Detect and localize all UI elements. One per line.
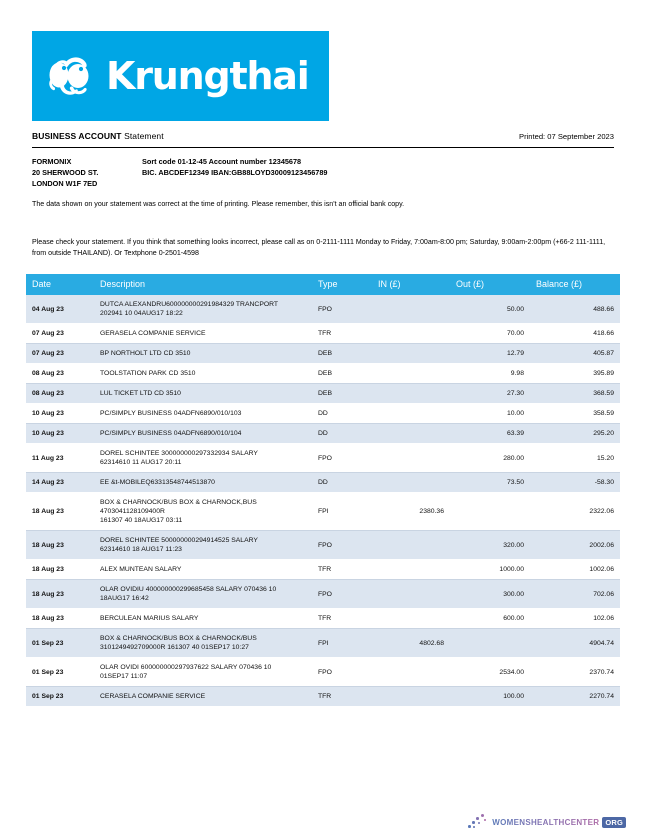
cell-in — [372, 444, 450, 473]
cell-balance: 2270.74 — [530, 687, 620, 707]
description-line-2: 62314610 18 AUG17 11:23 — [100, 546, 182, 553]
cell-balance: 2322.06 — [530, 493, 620, 531]
cell-description — [94, 384, 312, 404]
cell-balance: 395.89 — [530, 364, 620, 384]
cell-in — [372, 658, 450, 687]
description-line-1: DOREL SCHINTEE 300000000297332934 SALARY — [100, 450, 258, 457]
cell-date: 18 Aug 23 — [26, 580, 94, 609]
table-row — [26, 658, 620, 687]
description-line-1: OLAR OVIDI 600000000297937622 SALARY 070436 10 — [100, 664, 272, 671]
transactions-table — [26, 274, 620, 707]
cell-balance: 102.06 — [530, 609, 620, 629]
description-line-1: LUL TICKET LTD CD 3510 — [100, 390, 181, 397]
table-row — [26, 609, 620, 629]
cell-balance: 418.66 — [530, 324, 620, 344]
cell-description — [94, 560, 312, 580]
cell-type: TFR — [312, 609, 372, 629]
description-line-1: BOX & CHARNOCK/BUS BOX & CHARNOCK/BUS — [100, 635, 257, 642]
description-line-2: 202941 10 04AUG17 18:22 — [100, 310, 183, 317]
description-line-1: BOX & CHARNOCK/BUS BOX & CHARNOCK,BUS 4703041128109400R — [100, 499, 257, 515]
site-watermark — [467, 814, 626, 830]
cell-type: DD — [312, 404, 372, 424]
cell-date: 18 Aug 23 — [26, 531, 94, 560]
statement-title-row — [32, 131, 614, 141]
cell-date: 18 Aug 23 — [26, 560, 94, 580]
table-row — [26, 473, 620, 493]
cell-type: TFR — [312, 560, 372, 580]
watermark-badge: ORG — [602, 817, 626, 828]
cell-description — [94, 424, 312, 444]
cell-type: DEB — [312, 364, 372, 384]
column-header-description: Description — [94, 274, 312, 295]
cell-type: TFR — [312, 324, 372, 344]
address-line-2: LONDON W1F 7ED — [32, 179, 98, 188]
cell-balance: 1002.06 — [530, 560, 620, 580]
cell-type: FPO — [312, 580, 372, 609]
account-numbers-column — [142, 156, 614, 189]
description-line-1: DUTCA ALEXANDRU600000000291984329 TRANCPORT — [100, 301, 279, 308]
cell-in — [372, 344, 450, 364]
cell-description — [94, 580, 312, 609]
cell-balance: 702.06 — [530, 580, 620, 609]
cell-balance: 368.59 — [530, 384, 620, 404]
address-line-1: 20 SHERWOOD ST. — [32, 168, 99, 177]
cell-out: 100.00 — [450, 687, 530, 707]
cell-description — [94, 629, 312, 658]
cell-type: FPO — [312, 531, 372, 560]
cell-balance: 295.20 — [530, 424, 620, 444]
description-line-1: OLAR OVIDIU 400000000299685458 SALARY 070436 10 — [100, 586, 277, 593]
cell-description — [94, 609, 312, 629]
cell-date: 08 Aug 23 — [26, 364, 94, 384]
sort-code-and-account-number: Sort code 01-12-45 Account number 12345678 — [142, 157, 302, 166]
cell-in — [372, 324, 450, 344]
header-divider — [32, 147, 614, 148]
transactions-table-wrapper — [26, 274, 620, 707]
page-title — [32, 131, 164, 141]
description-line-2: 3101249492709000R 161307 40 01SEP17 10:27 — [100, 644, 249, 651]
table-row — [26, 531, 620, 560]
description-line-2: 62314610 11 AUG17 20:11 — [100, 459, 182, 466]
cell-date: 07 Aug 23 — [26, 344, 94, 364]
account-holder-name: FORMONIX — [32, 157, 72, 166]
cell-out: 320.00 — [450, 531, 530, 560]
cell-type: FPI — [312, 629, 372, 658]
cell-out: 73.50 — [450, 473, 530, 493]
cell-out: 600.00 — [450, 609, 530, 629]
cell-out: 2534.00 — [450, 658, 530, 687]
cell-date: 07 Aug 23 — [26, 324, 94, 344]
cell-description — [94, 444, 312, 473]
table-row — [26, 424, 620, 444]
sparkle-dots-icon — [467, 814, 489, 830]
cell-type: FPO — [312, 444, 372, 473]
cell-date: 18 Aug 23 — [26, 609, 94, 629]
cell-description — [94, 324, 312, 344]
table-header-row — [26, 274, 620, 295]
description-line-1: CERASELA COMPANIE SERVICE — [100, 693, 206, 700]
cell-out: 63.39 — [450, 424, 530, 444]
cell-balance: -58.30 — [530, 473, 620, 493]
bank-name: Krungthai — [106, 54, 309, 98]
cell-date: 01 Sep 23 — [26, 687, 94, 707]
cell-description — [94, 531, 312, 560]
cell-in — [372, 404, 450, 424]
cell-description — [94, 404, 312, 424]
cell-date: 18 Aug 23 — [26, 493, 94, 531]
statement-title-light: Statement — [121, 131, 164, 141]
cell-date: 01 Sep 23 — [26, 629, 94, 658]
cell-in — [372, 295, 450, 324]
cell-balance: 2370.74 — [530, 658, 620, 687]
contact-notice: Please check your statement. If you think that something looks incorrect, please call as on 0-2111-1111 Monday to Friday, 7:00am-8:00 pm; Saturday, 9:00am-2:00pm (+66-2 111-1111, from outside THAILAND). Or Textphone 0-2501-4598 — [32, 238, 606, 257]
column-header-in: IN (£) — [372, 274, 450, 295]
cell-description — [94, 687, 312, 707]
column-header-balance: Balance (£) — [530, 274, 620, 295]
cell-out — [450, 629, 530, 658]
cell-balance: 2002.06 — [530, 531, 620, 560]
cell-type: FPI — [312, 493, 372, 531]
printed-date: Printed: 07 September 2023 — [519, 132, 614, 141]
cell-description — [94, 473, 312, 493]
description-line-1: GERASELA COMPANIE SERVICE — [100, 330, 206, 337]
cell-date: 08 Aug 23 — [26, 384, 94, 404]
table-row — [26, 493, 620, 531]
cell-type: DD — [312, 473, 372, 493]
cell-out: 300.00 — [450, 580, 530, 609]
cell-balance: 15.20 — [530, 444, 620, 473]
cell-in — [372, 687, 450, 707]
cell-in: 4802.68 — [372, 629, 450, 658]
cell-date: 04 Aug 23 — [26, 295, 94, 324]
cell-description — [94, 658, 312, 687]
cell-in — [372, 609, 450, 629]
cell-type: TFR — [312, 687, 372, 707]
table-row — [26, 384, 620, 404]
cell-out: 70.00 — [450, 324, 530, 344]
description-line-1: TOOLSTATION PARK CD 3510 — [100, 370, 196, 377]
cell-in — [372, 424, 450, 444]
description-line-1: ALEX MUNTEAN SALARY — [100, 566, 182, 573]
column-header-date: Date — [26, 274, 94, 295]
column-header-out: Out (£) — [450, 274, 530, 295]
table-header — [26, 274, 620, 295]
cell-date: 10 Aug 23 — [26, 424, 94, 444]
cell-type: DEB — [312, 384, 372, 404]
table-row — [26, 560, 620, 580]
cell-out: 10.00 — [450, 404, 530, 424]
cell-out: 27.30 — [450, 384, 530, 404]
table-row — [26, 324, 620, 344]
cell-balance: 358.59 — [530, 404, 620, 424]
cell-type: DEB — [312, 344, 372, 364]
table-row — [26, 687, 620, 707]
cell-date: 11 Aug 23 — [26, 444, 94, 473]
cell-description — [94, 364, 312, 384]
description-line-1: BERCULEAN MARIUS SALARY — [100, 615, 199, 622]
description-line-1: EE &t-MOBILEQ63313548744513870 — [100, 479, 215, 486]
cell-out: 50.00 — [450, 295, 530, 324]
cell-in — [372, 580, 450, 609]
cell-balance: 4904.74 — [530, 629, 620, 658]
address-column — [32, 156, 142, 189]
cell-in — [372, 384, 450, 404]
description-line-1: PC/SIMPLY BUSINESS 04ADFN6890/010/103 — [100, 410, 242, 417]
cell-date: 14 Aug 23 — [26, 473, 94, 493]
watermark-text: WOMENSHEALTHCENTER — [492, 817, 600, 827]
table-row — [26, 295, 620, 324]
cell-in — [372, 560, 450, 580]
cell-type: DD — [312, 424, 372, 444]
cell-in — [372, 364, 450, 384]
cell-in — [372, 473, 450, 493]
description-line-2: 161307 40 18AUG17 03:11 — [100, 517, 183, 524]
description-line-2: 18AUG17 16:42 — [100, 595, 149, 602]
cell-in — [372, 531, 450, 560]
cell-date: 10 Aug 23 — [26, 404, 94, 424]
description-line-1: PC/SIMPLY BUSINESS 04ADFN6890/010/104 — [100, 430, 242, 437]
statement-title-bold: BUSINESS ACCOUNT — [32, 131, 122, 141]
description-line-2: 01SEP17 11:07 — [100, 673, 148, 680]
cell-type: FPO — [312, 295, 372, 324]
table-row — [26, 580, 620, 609]
table-row — [26, 404, 620, 424]
table-row — [26, 344, 620, 364]
cell-date: 01 Sep 23 — [26, 658, 94, 687]
cell-balance: 488.66 — [530, 295, 620, 324]
cell-out: 1000.00 — [450, 560, 530, 580]
cell-out: 280.00 — [450, 444, 530, 473]
description-line-1: BP NORTHOLT LTD CD 3510 — [100, 350, 191, 357]
bank-logo-band — [32, 31, 329, 121]
table-row — [26, 444, 620, 473]
cell-out — [450, 493, 530, 531]
table-row — [26, 629, 620, 658]
table-body — [26, 295, 620, 707]
cell-out: 9.98 — [450, 364, 530, 384]
cell-balance: 405.87 — [530, 344, 620, 364]
bic-and-iban: BIC. ABCDEF12349 IBAN:GB88LOYD30009123456789 — [142, 168, 328, 177]
printing-notice: The data shown on your statement was correct at the time of printing. Please remember, this isn't an official bank copy. — [32, 200, 405, 208]
column-header-type: Type — [312, 274, 372, 295]
cell-in: 2380.36 — [372, 493, 450, 531]
cell-out: 12.79 — [450, 344, 530, 364]
cell-type: FPO — [312, 658, 372, 687]
cell-description — [94, 344, 312, 364]
cell-description — [94, 493, 312, 531]
table-row — [26, 364, 620, 384]
krungthai-elephants-icon — [40, 45, 102, 107]
account-info-block — [32, 156, 614, 189]
cell-description — [94, 295, 312, 324]
description-line-1: DOREL SCHINTEE 500000000294914525 SALARY — [100, 537, 258, 544]
